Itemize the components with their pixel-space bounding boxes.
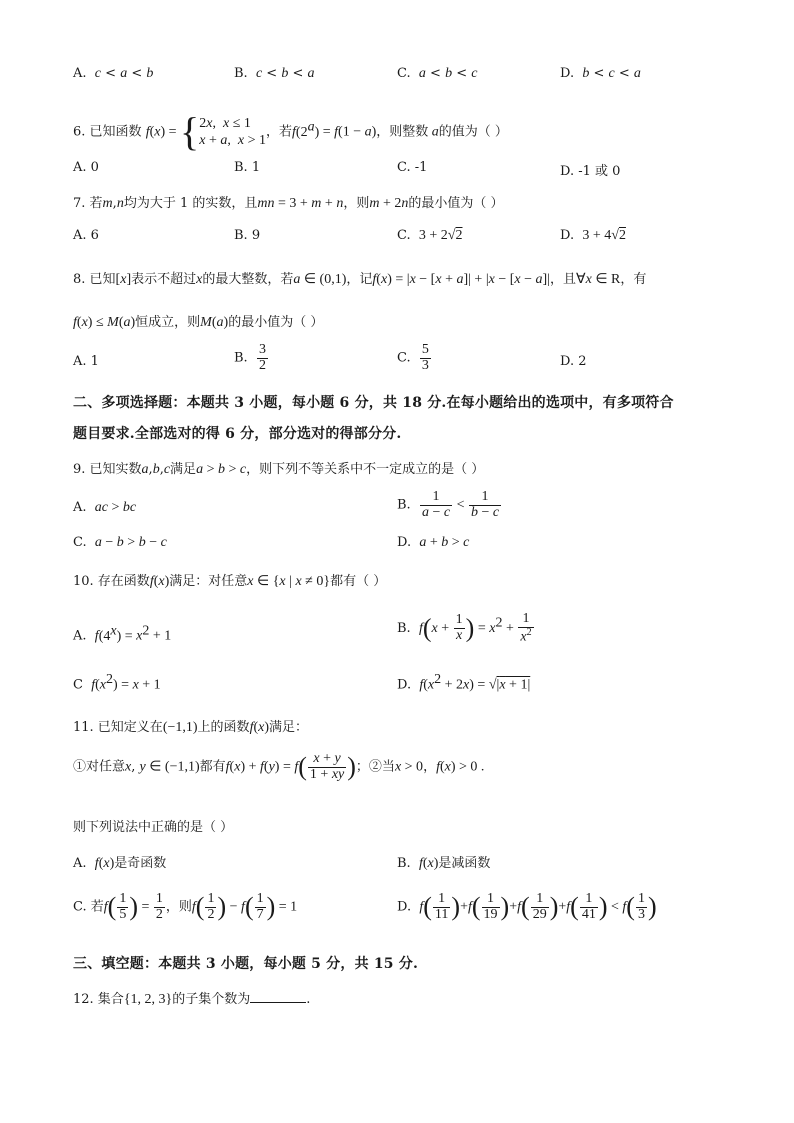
q8-stem-line1: 8. 已知[x]表示不超过x的最大整数，若a ∈ (0,1)，记f(x) = |x − [x + a]| + |x − [x − a]|，且∀x ∈ R，有 (73, 272, 647, 287)
q9-option-c: C. a − b > b − c (73, 535, 167, 550)
q11-ask: 则下列说法中正确的是（ ） (73, 820, 234, 835)
q10-option-d: D. $f(x^2 + 2x) = √|x + 1|$ (397, 672, 531, 693)
q6-option-d: D. -1 或 0 (560, 164, 621, 179)
q7-options (0, 228, 794, 258)
q10-option-a: A. $f(4^x) = x^2 + 1$ (73, 623, 172, 644)
q8-options (0, 343, 794, 385)
q7-option-c: C. 3 + 2√2 (397, 228, 463, 243)
q5-option-c: C. a < b < c (397, 66, 478, 81)
q7-stem: 7. 若m,n均为大于 1 的实数，且mn = 3 + m + n，则m + 2n的最小值为（ ） (73, 196, 504, 211)
q8-option-c: C. $\frac{5}{3}$ (397, 342, 429, 373)
q11-options-row2 (0, 892, 794, 936)
q5-option-a: A. c < a < b (73, 66, 154, 81)
q8-stem-line2: f(x) ≤ M(a)恒成立，则M(a)的最小值为（ ） (73, 315, 324, 330)
q9-option-b: B. $\frac{1}{a - c}$ < $\frac{1}{b - c}$ (397, 489, 500, 520)
q6-option-a: A. 0 (73, 160, 99, 175)
q5-options (0, 66, 794, 96)
q7-option-a: A. 6 (73, 228, 99, 243)
q8-option-b: B. $\frac{3}{2}$ (234, 342, 266, 373)
q8-option-d: D. 2 (560, 354, 587, 369)
q10-options-row2 (0, 672, 794, 702)
q5-option-d: D. b < c < a (560, 66, 641, 81)
q7-option-d: D. 3 + 4√2 (560, 228, 626, 243)
q8-option-a: A. 1 (73, 354, 99, 369)
q10-options-row1 (0, 612, 794, 654)
q9-options-row2 (0, 535, 794, 565)
q6-piecewise: 2x, x ≤ 1 x + a, x > 1 (199, 115, 266, 148)
q10-stem: 10. 存在函数f(x)满足：对任意x ∈ {x | x ≠ 0}都有（ ） (73, 574, 387, 589)
q7-option-b: B. 9 (234, 228, 261, 243)
q6-option-c: C. -1 (397, 160, 428, 175)
q10-option-b: B. f(x + $\frac{1}{x}$ ) = $x^2$ + $\frac{1}{x^2}$ (397, 611, 532, 645)
q12-answer-blank[interactable] (250, 988, 306, 1003)
q11-stem: 11. 已知定义在(−1,1)上的函数f(x)满足： (73, 720, 309, 735)
q11-option-d: D. f( $\frac{1}{11}$ )+f( $\frac{1}{19}$ )+f( $\frac{1}{29}$ )+f( $\frac{1}{41}$ ) < f( $\frac{1}{3}$ ) (397, 891, 657, 922)
section-2-heading-line1: 二、多项选择题：本题共 3 小题，每小题 6 分，共 18 分.在每小题给出的选项中，有多项符合 (73, 395, 674, 411)
q9-option-d: D. a + b > c (397, 535, 470, 550)
q9-options-row1 (0, 490, 794, 530)
q11-options-row1 (0, 852, 794, 882)
section-3-heading: 三、填空题：本题共 3 小题，每小题 5 分，共 15 分. (73, 956, 419, 972)
q10-option-c: C $f(x^2) = x + 1$ (73, 672, 161, 693)
q12-stem: 12. 集合{1, 2, 3}的子集个数为 . (0, 988, 794, 1018)
q11-option-c: C. 若f( $\frac{1}{5}$ ) = $\frac{1}{2}$ ，则f( $\frac{1}{2}$ ) − f( $\frac{1}{7}$ ) = 1 (73, 891, 298, 922)
q6-options (0, 160, 794, 190)
q9-option-a: A. ac > bc (73, 500, 137, 515)
q11-option-a: A. f(x)是奇函数 (73, 856, 167, 871)
q9-stem: 9. 已知实数a,b,c满足a > b > c，则下列不等关系中不一定成立的是（ ） (73, 462, 485, 477)
q6-stem: 6. 已知函数 f(x) = {2x, x ≤ 1 x + a, x > 1，若$f(2^a) = f(1 - a)$，则整数 a的值为（ ） (73, 109, 508, 154)
q6-option-b: B. 1 (234, 160, 261, 175)
q11-conditions: ①对任意x, y ∈ (−1,1)都有f(x) + f(y) = f( $\frac{x + y}{1 + xy}$ )；②当x > 0，f(x) > 0 . (73, 751, 485, 782)
q11-option-b: B. f(x)是减函数 (397, 856, 491, 871)
section-2-heading-line2: 题目要求.全部选对的得 6 分，部分选对的得部分分. (73, 426, 402, 442)
q5-option-b: B. c < b < a (234, 66, 315, 81)
